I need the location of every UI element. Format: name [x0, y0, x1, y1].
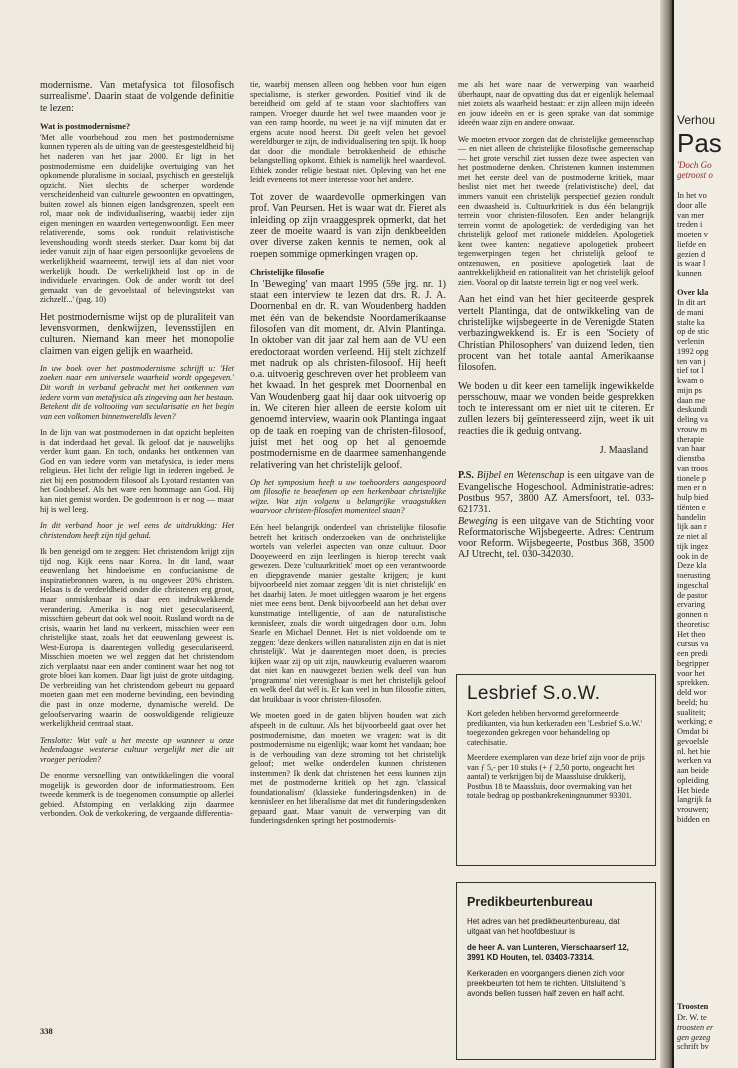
- postscript: [458, 470, 654, 560]
- text-line: voor het: [677, 668, 705, 678]
- paragraph: Aan het eind van het hier geciteerde gesprek vertelt Plantinga, dat de ontwikkeling van de christelijke wijsbegeerte in de Verenigde Staten verbazingwekkend is. Er is een 'Society of Christian Philosophers' van duizend leden, tien procent van het totale aantal Amerikaanse filosofen.: [458, 294, 654, 374]
- text-line: gezien d: [677, 249, 706, 259]
- column-1: [40, 80, 234, 826]
- text-line: ten van j: [677, 356, 706, 366]
- text-line: Het biede: [677, 785, 710, 795]
- text-line: tiënten e: [677, 502, 706, 512]
- next-page-title: Pas: [677, 128, 722, 158]
- paragraph: De enorme versnelling van ontwikkelingen die vooral mogelijk is geworden door de informatiestroom. Een tweede kenmerk is de toegenomen consumptie op allerlei gebied. Afstomping en verlakking zijn daarmee verbonden. Ook de verkokering, de vergaande differentia-: [40, 771, 234, 819]
- next-page-edge: [674, 0, 738, 1068]
- text-line: deskundi: [677, 405, 708, 415]
- paragraph: me als het ware naar de verwerping van waarheid überhaupt, naar de opvatting dus dat er eigenlijk helemaal niet zoiets als waarheid bestaat: er zijn alleen mijn ideeën en jouw ideeën en er is geen sprake van dat sommige ideeën waar zijn en andere onwaar.: [458, 80, 654, 128]
- predikbeurtenbureau-box: [456, 882, 656, 1060]
- text-line: de pastor: [677, 590, 708, 600]
- box-title: Predikbeurtenbureau: [467, 895, 593, 909]
- text-line: gen gezeg: [677, 1032, 711, 1042]
- text-line: schrift bv: [677, 1042, 709, 1052]
- text-line: sprekken.: [677, 678, 710, 688]
- text-line: 1992 opg: [677, 346, 709, 356]
- paragraph: Tot zover de waardevolle opmerkingen van prof. Van Peursen. Het is waar wat dr. Fieret als inleiding op zijn vraaggesprek opmerkt, dat het zeer de moeite waard is van zijn denkbeelden over diverse zaken kennis te nemen, ook al roepen sommige opmerkingen vragen op.: [250, 192, 446, 260]
- box-text: Kort geleden hebben hervormd gereformeerde predikanten, via hun kerkeraden een 'Lesbrief S.o.W.' toegezonden gekregen voor behandeling op catechisatie.: [467, 709, 642, 747]
- subtitle-line: 'Doch Go: [677, 160, 712, 170]
- section-heading: Wat is postmodernisme?: [40, 120, 131, 131]
- author-signature: J. Maasland: [599, 445, 648, 457]
- text-line: van mer: [677, 210, 705, 220]
- text-line: de mani: [677, 307, 704, 317]
- paragraph: In de lijn van wat postmodernen in dat opzicht bepleiten is dat inderdaad het geval. Ik geloof dat je nauwelijks verder kunt gaan. En toch, ondanks het ontkennen van God en van iedere vorm van metafysica, is ieder mens religieus. Het licht der religie ligt in iederen ingebed. Je ziet bij een postmodern filosoof als Lyotard restanten van het Godsbesef. Als het ware een hommage aan God. Hij kan niet gemist worden. De godentroon is er nog — maar hij is wel leeg.: [40, 428, 234, 514]
- text-line: van troos: [677, 463, 708, 473]
- text-line: opleiding: [677, 775, 709, 785]
- column-2: [250, 80, 446, 833]
- paragraph: We moeten goed in de gaten blijven houden wat zich afspeelt in de cultuur. Als het bijvoorbeeld gaat over het postmodernisme, dan moeten we vragen: wat is dit postmodernisme nu eigenlijk; waar komt het vandaan; hoe is de verhouding van deze stroming tot het christelijk geloof; met welke onderdelen kunnen christenen instemmen? Ik denk dat christenen het eens kunnen zijn met de postmoderne kritiek op het zgn. 'classical foundationalism' (klassieke funderingsdenken) in de kennisleer en het liberalisme dat met dit funderingsdenken gepaard gaat. Maar vanuit de verwerping van dit funderingsdenken springt het postmodernis-: [250, 711, 446, 826]
- interview-question: In uw boek over het postmodernisme schrijft u: 'Het zoeken naar een universele waarheid wordt opgegeven.' Dit wordt in verband gebracht met het ontkennen van iedere vorm van metafysica als zingeving aan het bestaan. Betekent dit de voltooiing van secularisatie en het begin van een volkomen binnenwereldls leven?: [40, 363, 234, 421]
- text-line: begripper: [677, 658, 710, 668]
- ps-text: is een uitgave van de Stichting voor Reformatorische Wijsbegeerte. Adres: Centrum voor Reform. Wijsbegeerte, Postbus 368, 3500 AJ Utrecht, tel. 030-342030.: [458, 515, 654, 561]
- text-line: op de stic: [677, 327, 710, 337]
- paragraph: Ik ben geneigd om te zeggen: Het christendom krijgt zijn tijd nog. Kijk eens naar Korea. In dit land, waar eeuwenlang het hindoeïsme en confucianisme de inspiratiebronnen waren, is nu ongeveer 20% christen. Helaas is de verdeeldheid onder die christenen erg groot, maar onmiskenbaar is daar een indrukwekkende verandering. Amerika is nog niet geseculariseerd, misschien gebeurt dat ook wel nooit. Rusland wordt na de crisis, waarin het land nu verkeert, misschien weer een christelijke staat, zoals het dat eeuwenlang geweest is. West-Europa is daarentegen volledig geseculariseerd. Misschien moeten we wel zeggen dat het christendom zich verplaatst naar een ander continent waar het nog tot grote bloei kan komen. Daar ligt juist de grote uitdaging. De verbreiding van het christendom gebeurt nu gepaard moeten gaan met een moderne bevinding, een bevinding die past in onze moderne, dynamische wereld. De geloofservaring waarin de ooswoldigende religieuze werkelijkheid centraal staat.: [40, 547, 234, 729]
- text-line: vrouw m: [677, 424, 708, 434]
- interview-question: Op het symposium heeft u uw toehoorders aangespoord om filosofie te beoefenen op een herkenbaar christelijke wijze. Wat zijn volgens u belangrijke vraagstukken waarvoor christen-filosofen momenteel staan?: [250, 477, 446, 516]
- paragraph: We boden u dit keer een tamelijk ingewikkelde persschouw, maar we vonden beide gesprekken toch te interessant om er niet uit te citeren. Er zullen lezers bij geïnteresseerd zijn, weet ik uit reacties die ik geduig ontvang.: [458, 380, 654, 437]
- next-page-text: [677, 191, 708, 279]
- text-line: handelin: [677, 512, 706, 522]
- lesbrief-box: [456, 674, 656, 866]
- text-line: ervaring: [677, 600, 705, 610]
- text-line: deling va: [677, 415, 708, 424]
- text-line: dienstba: [677, 454, 705, 463]
- text-line: men er n: [677, 483, 707, 493]
- text-line: kwam o: [677, 376, 704, 385]
- box-title: Lesbrief S.o.W.: [467, 683, 601, 704]
- heading-line: Over kla: [677, 288, 709, 297]
- ps-text: is een uitgave van de Evangelische Hogeschool. Administratie-adres: Postbus 957, 3800 AZ Amersfoort, tel. 033-621731.: [458, 470, 654, 516]
- interview-question: Tenslotte: Wat valt u het meeste op wanneer u onze hedendaagse westerse cultuur vergelijkt met die uit vroeger perioden?: [40, 735, 234, 764]
- ps-publication-title: Bijbel en Wetenschap: [476, 470, 565, 482]
- text-line: vrouwen;: [677, 805, 709, 814]
- heading-line: Troosten: [677, 1002, 709, 1011]
- interview-question: In dit verband hoor je wel eens de uitdrukking: Het christendom heeft zijn tijd gehad.: [40, 521, 234, 540]
- box-text: Kerkeraden en voorgangers dienen zich voor preekbeurten tot hem te richten. Uitsluitend 's avonds bellen tussen half zeven en half acht.: [467, 969, 626, 998]
- text-line: troosten er: [677, 1022, 714, 1032]
- text-line: theoretisc: [677, 619, 710, 629]
- text-line: bidden en: [677, 814, 710, 824]
- ps-publication-title: Beweging: [458, 515, 498, 527]
- text-line: liefde en: [677, 239, 707, 249]
- text-line: werking; e: [677, 717, 713, 727]
- text-line: door alle: [677, 200, 707, 210]
- text-line: daan me: [677, 395, 706, 405]
- text-line: verlenin: [677, 337, 705, 346]
- next-page-text: [677, 298, 713, 825]
- text-line: ook in de: [677, 551, 709, 561]
- box-text: Meerdere exemplaren van deze brief zijn voor de prijs van ƒ 5,- per 10 stuks (+ ƒ 2,50 porto, ongeacht het aantal) te verkrijgen bij de Maassluise drukkerij, Postbus 18 te Maassluis, door overmaking van het totale bedrag op postbankrekeningnummer 93301.: [467, 753, 645, 800]
- text-line: Het theo: [677, 629, 706, 639]
- quote-paragraph: 'Met alle voorbehoud zou men het postmodernisme kunnen typeren als de uiting van de geestesgesteldheid bij het naderen van het jaar 2000. Er ligt in het postmodernisme een duidelijke overtuiging van het opkomende pluralisme in sociaal, psychisch en geestelijk opzicht. Niet slechts de scherper wordende verscheidenheid van culturele gewoonten en opvattingen, buiten zowel als binnen eigen landsgrenzen, speelt een rol, maar ook de individualisering, waarbij ieder zijn eigen meningen en waarden vertegenwoordigt. Een meer relativerende, soms ook ronduit relativistische levenshouding wordt steeds sterker. Daar komt bij dat ieder vanuit zijn of haar eigen persoonlijke gevoelens de werkelijkheid waarneemt, terwijl iets al dan niet voor werkelijk houdt. De werkelijkheid lost op in de individuele ervaringen. Ook de ander wordt tot deel gemaakt van de gevoelstaal of belevingstekst van zichzelf...' (pag. 10): [40, 132, 234, 305]
- text-line: moeten v: [677, 230, 708, 239]
- text-line: beeld; hu: [677, 697, 708, 707]
- text-line: nl. het bie: [677, 746, 711, 756]
- text-line: In dit art: [677, 298, 706, 307]
- text-line: mijn ps: [677, 385, 702, 395]
- text-line: tijk ingez: [677, 541, 709, 551]
- text-line: ingeschal: [677, 580, 709, 590]
- text-line: kunnen: [677, 269, 702, 278]
- text-line: Omdat bi: [677, 727, 709, 736]
- text-line: lijk aan r: [677, 522, 707, 532]
- box-text: Het adres van het predikbeurtenbureau, dat uitgaat van het hoofdbestuur is: [467, 917, 620, 936]
- text-line: tief tot l: [677, 366, 704, 376]
- text-line: gevoelsle: [677, 736, 709, 746]
- text-line: langrijk fa: [677, 795, 712, 805]
- paragraph: Het postmodernisme wijst op de pluraliteit van levensvormen, denkwijzen, levensstijlen en culturen. Niemand kan meer het monopolie claimen van eigen gelijk en waarheid.: [40, 311, 234, 357]
- text-line: van haar: [677, 444, 706, 454]
- text-line: therapie: [677, 434, 704, 444]
- intro-text: modernisme. Van metafysica tot filosofisch surrealisme'. Daarin staat de volgende definitie te lezen:: [40, 80, 234, 114]
- paragraph: In 'Beweging' van maart 1995 (59e jrg. nr. 1) staat een interview te lezen dat drs. R. J. A. Doornenbal en dr. R. van Woudenberg hadden met één van de bekendste Noordamerikaanse filosofen van dit moment, dr. Alvin Plantinga. In oktober van dit jaar zal hem aan de VU een eredoctoraat worden verleend. Hij stelt zichzelf met nadruk op als christen-filosoof. Hij heeft o.a. uitvoerig geschreven over het probleem van het kwaad. In het gesprek met Doornenbal en Van Woudenberg gaat hij daar ook uitvoerig op in. We citeren hier alleen de eerste kolom uit genoemd interview, waarin ook Plantinga ingaat op de taak en roeping van de christen-filosoof, juist met het oog op het al genoemde postmodernisme en de daarmee samenhangende relativering van het christelijk geloof.: [250, 278, 446, 471]
- text-line: Deze kla: [677, 561, 707, 571]
- text-line: ze niet al: [677, 532, 708, 541]
- ps-label: P.S.: [458, 470, 474, 482]
- page-number: 338: [40, 1026, 53, 1036]
- paragraph: tie, waarbij mensen alleen oog hebben voor hun eigen specialisme, is sterker geworden. Positief vind ik de bereidheid om geld af te staan voor slachtoffers van rampen. Vroeger duurde het wel twee maanden voor je van een ramp hoorde, nu weet je na vijf minuten dat er ergens acute nood heerst. Dit geeft velen het gevoel wereldburger te zijn, de individualisering ten spijt. Ik hoop dat door die mondiale betrokkenheid de ethische belangstelling opkomt. Ethiek is namelijk heel waardevol. Ethiek zonder religie bestaat niet. Opleving van het ene leidt eveneens tot meer interesse voor het andere.: [250, 80, 446, 185]
- text-line: sualiteit;: [677, 707, 706, 717]
- text-line: tionele p: [677, 473, 707, 483]
- column-3: [458, 80, 654, 568]
- section-heading: Christelijke filosofie: [250, 266, 325, 277]
- subtitle-line: getroost o: [677, 170, 713, 180]
- text-line: een predi: [677, 649, 708, 658]
- box-address: de heer A. van Lunteren, Vierschaarserf 12, 3991 KD Houten, tel. 03403-73314.: [467, 943, 629, 962]
- next-page-heading: [677, 1002, 708, 1012]
- text-line: aan beide: [677, 766, 709, 775]
- text-line: cursus va: [677, 639, 709, 649]
- text-line: gonnen n: [677, 610, 708, 619]
- text-line: In het vo: [677, 191, 707, 200]
- text-line: toerusting: [677, 571, 711, 580]
- text-line: werken va: [677, 756, 712, 766]
- text-line: stalte ka: [677, 317, 705, 327]
- text-line: hulp bied: [677, 493, 709, 502]
- text-line: is waar l: [677, 259, 706, 269]
- text-line: Dr. W. te: [677, 1013, 707, 1022]
- next-page-subtitle: [677, 160, 713, 180]
- next-page-text: [677, 1013, 713, 1052]
- next-page-header: Verhou: [677, 113, 716, 127]
- text-line: deld wor: [677, 688, 707, 697]
- text-line: treden i: [677, 220, 703, 230]
- next-page-heading: [677, 288, 708, 298]
- paragraph: We moeten ervoor zorgen dat de christelijke gemeenschap — en niet alleen de christelijke filosofische gemeenschap — het grote verschil ziet tussen deze twee aspecten van het postmoderne denken. Christenen kunnen instemmen met het eerste deel van de postmoderne kritiek, maar beslist niet met het tweede (relativistische) deel, dat immers vanuit een christelijk perspectief gezien rondult een dwaasheid is. Cultuurkritiek is dus één belangrijk terrein voor christen-filosofen. Een ander belangrijk terrein vormt de apologetiek: de verdediging van het christelijk geloof met rationele middelen. Apologetiek kent twee kanten: negatieve apologetiek probeert tegenwerpingen tegen het christelijk geloof te ontzenuwen, en positieve apologetiek laat de aantrekkelijkheid en rationaliteit van het christelijk geloof zien. Vooral op dit laatste terrein ligt er nog veel werk.: [458, 134, 654, 287]
- paragraph: Eén heel belangrijk onderdeel van christelijke filosofie betreft het kritisch onderzoeken van de onchristelijke wortels van velerlei aspecten van onze cultuur. Door Dooyeweerd en zijn leerlingen is hierop terecht vaak gewezen. Deze 'cultuurkritiek' moet op een verantwoorde en diepgravende manier gestalte krijgen; je kunt bijvoorbeeld niet zomaar zeggen 'dit is niet christelijk' en het daarbij laten. Je moet uitleggen waarom je het ergens niet mee eens bent. Denk bijvoorbeeld aan het debat over kunstmatige intelligentie, of aan de naturalistische kennisleer, zoals die wordt uitgedragen door o.m. John Searle en Michael Dennet. Het is niet voldoende om te zeggen: 'deze denkers willen naturalisten zijn en dat is niet christelijk'. Wat je daarentegen moet doen, is precies kijken waar zij op uit zijn, nauwkeurig evalueren waarom dat niet kan en nauwgezet bezien welk deel van hun 'programma' niet verenigbaar is met het christelijk geloof en welk deel dat wél is. Er kan veel in hun filosofie zitten, dat bruikbaar is voor christen-filosofen.: [250, 523, 446, 704]
- page-gutter-shadow: [660, 0, 672, 1068]
